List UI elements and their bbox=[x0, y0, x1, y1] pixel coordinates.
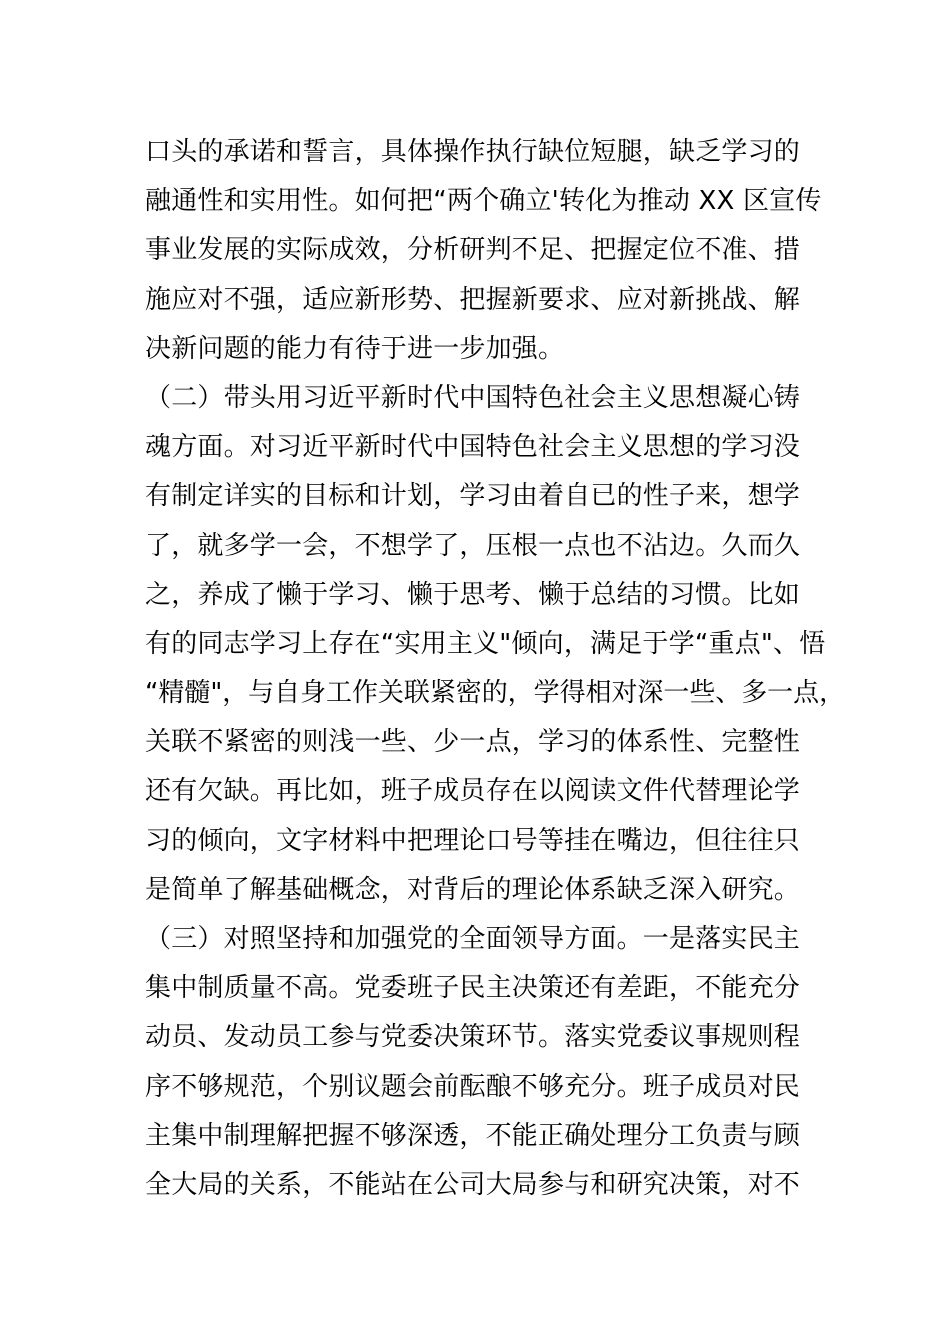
section-heading-line: （二）带头用习近平新时代中国特色社会主义思想凝心铸 bbox=[145, 382, 801, 413]
text-line: 习的倾向，文字材料中把理论口号等挂在嘴边，但往往只 bbox=[145, 825, 801, 856]
text-line: 全大局的关系，不能站在公司大局参与和研究决策，对不 bbox=[145, 1169, 801, 1200]
text-line: 动员、发动员工参与党委决策环节。落实党委议事规则程 bbox=[145, 1022, 801, 1053]
text-line: 关联不紧密的则浅一些、少一点，学习的体系性、完整性 bbox=[145, 727, 801, 758]
text-line: 决新问题的能力有待于进一步加强。 bbox=[145, 333, 565, 364]
text-line: 魂方面。对习近平新时代中国特色社会主义思想的学习没 bbox=[145, 432, 801, 463]
text-line: 还有欠缺。再比如，班子成员存在以阅读文件代替理论学 bbox=[145, 776, 801, 807]
text-line: “精髓"，与自身工作关联紧密的，学得相对深一些、多一点， bbox=[145, 678, 846, 709]
text-line: 了，就多学一会，不想学了，压根一点也不沾边。久而久 bbox=[145, 530, 801, 561]
body-text bbox=[145, 128, 845, 1210]
text-line: 事业发展的实际成效，分析研判不足、把握定位不准、措 bbox=[145, 235, 801, 266]
text-line: 集中制质量不高。党委班子民主决策还有差距，不能充分 bbox=[145, 973, 801, 1004]
text-line: 有制定详实的目标和计划，学习由着自已的性子来，想学 bbox=[145, 481, 801, 512]
text-line: 口头的承诺和誓言，具体操作执行缺位短腿，缺乏学习的 bbox=[145, 137, 801, 167]
text-line: 融通性和实用性。如何把“两个确立'转化为推动 XX 区宣传 bbox=[145, 186, 822, 217]
text-line: 是简单了解基础概念，对背后的理论体系缺乏深入研究。 bbox=[145, 874, 801, 905]
section-heading-line: （三）对照坚持和加强党的全面领导方面。一是落实民主 bbox=[145, 924, 801, 954]
text-line: 主集中制理解把握不够深透，不能正确处理分工负责与顾 bbox=[145, 1120, 801, 1151]
text-line: 有的同志学习上存在“实用主义"倾向，满足于学“重点"、悟 bbox=[145, 628, 826, 659]
text-line: 序不够规范，个别议题会前酝酿不够充分。班子成员对民 bbox=[145, 1071, 801, 1102]
text-line: 施应对不强，适应新形势、把握新要求、应对新挑战、解 bbox=[145, 284, 801, 315]
text-line: 之，养成了懒于学习、懒于思考、懒于总结的习惯。比如 bbox=[145, 579, 801, 610]
